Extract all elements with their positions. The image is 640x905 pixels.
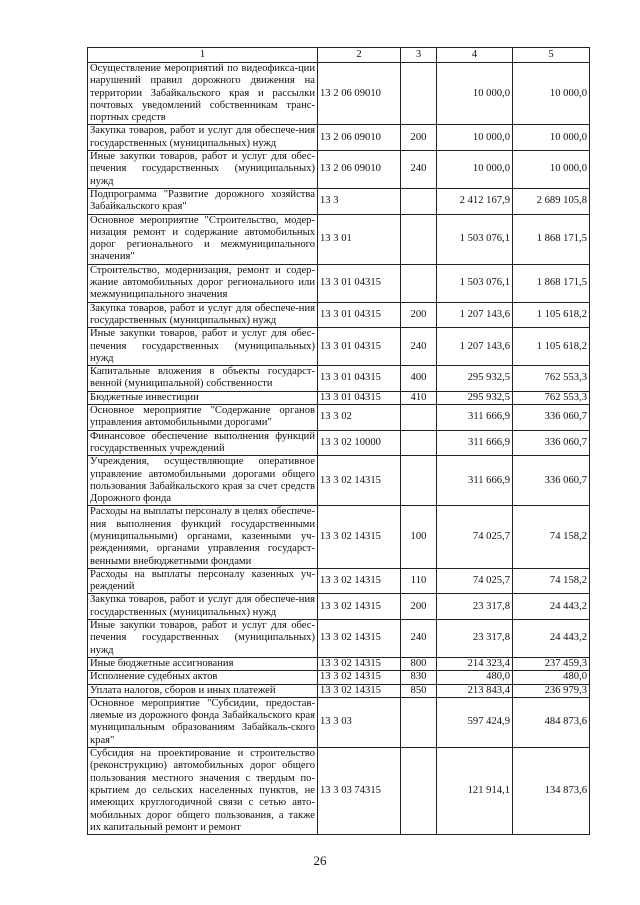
table-row: [88, 366, 590, 392]
row-code: 13 3 02 14315: [318, 456, 401, 506]
row-value-year1: 295 932,5: [437, 391, 513, 404]
row-type: 200: [401, 125, 437, 151]
row-value-year1: 1 207 143,6: [437, 302, 513, 328]
row-value-year1: 597 424,9: [437, 697, 513, 747]
row-type: 200: [401, 594, 437, 620]
table-row: [88, 568, 590, 594]
table-row: [88, 391, 590, 404]
row-name: Строительство, модернизация, ремонт и содер-жание автомобильных дорог регионального или межмуниципального значения: [88, 264, 318, 302]
row-value-year1: 1 207 143,6: [437, 328, 513, 366]
row-name: Субсидия на проектирование и строительство (реконструкцию) автомобильных дорог общего пользования местного значения с твердым по-крытием до сельских населенных пунктов, не имеющих круглогодичной связи с сетью авто-мобильных дорог общего пользования, а также их капитальный ремонт и ремонт: [88, 748, 318, 835]
row-value-year1: 10 000,0: [437, 63, 513, 125]
row-value-year2: 24 443,2: [513, 594, 590, 620]
row-code: 13 3: [318, 188, 401, 214]
row-name: Уплата налогов, сборов и иных платежей: [88, 684, 318, 697]
row-value-year2: 134 873,6: [513, 748, 590, 835]
row-name: Расходы на выплаты персоналу в целях обеспече-ния выполнения функций государственными (муниципальными) органами, казенными уч-реждениями, органами управления государст-венными внебюджетными фондами: [88, 506, 318, 568]
row-value-year1: 213 843,4: [437, 684, 513, 697]
row-type: [401, 405, 437, 431]
row-type: 200: [401, 302, 437, 328]
row-code: 13 3 02 14315: [318, 671, 401, 684]
row-type: [401, 697, 437, 747]
row-code: 13 3 01 04315: [318, 366, 401, 392]
row-value-year2: 336 060,7: [513, 456, 590, 506]
row-value-year2: 10 000,0: [513, 125, 590, 151]
row-type: 240: [401, 328, 437, 366]
row-name: Исполнение судебных актов: [88, 671, 318, 684]
table-row: [88, 657, 590, 670]
row-code: 13 3 01 04315: [318, 328, 401, 366]
row-code: 13 3 02 14315: [318, 594, 401, 620]
row-value-year1: 311 666,9: [437, 430, 513, 456]
row-code: 13 2 06 09010: [318, 125, 401, 151]
row-value-year1: 311 666,9: [437, 405, 513, 431]
row-type: 830: [401, 671, 437, 684]
row-name: Осуществление мероприятий по видеофикса-ции нарушений правил дорожного движения на территории Забайкальского края и рассылки почтовых уведомлений собственникам транс-портных средств: [88, 63, 318, 125]
page-number: 26: [313, 853, 327, 868]
row-code: 13 3 02 14315: [318, 620, 401, 658]
table-row: [88, 63, 590, 125]
row-code: 13 3 02 10000: [318, 430, 401, 456]
row-value-year1: 1 503 076,1: [437, 264, 513, 302]
row-code: 13 2 06 09010: [318, 63, 401, 125]
table-row: [88, 430, 590, 456]
row-code: 13 3 02 14315: [318, 568, 401, 594]
table-row: [88, 620, 590, 658]
row-value-year1: 2 412 167,9: [437, 188, 513, 214]
row-code: 13 3 03 74315: [318, 748, 401, 835]
table-row: [88, 506, 590, 568]
table-row: [88, 684, 590, 697]
table-row: [88, 697, 590, 747]
header-col-5: 5: [513, 48, 590, 63]
row-value-year1: 74 025,7: [437, 568, 513, 594]
row-name: Основное мероприятие "Субсидии, предостав-ляемые из дорожного фонда Забайкальского края муниципальным образованиям Забайкаль-ского края": [88, 697, 318, 747]
row-value-year2: 484 873,6: [513, 697, 590, 747]
table-header-row: [88, 48, 590, 63]
row-type: [401, 264, 437, 302]
row-name: Капитальные вложения в объекты государст-венной (муниципальной) собственности: [88, 366, 318, 392]
row-type: [401, 430, 437, 456]
row-type: [401, 456, 437, 506]
row-type: [401, 188, 437, 214]
row-value-year2: 1 868 171,5: [513, 214, 590, 264]
row-type: [401, 63, 437, 125]
row-name: Расходы на выплаты персоналу казенных уч-реждений: [88, 568, 318, 594]
row-value-year1: 74 025,7: [437, 506, 513, 568]
row-name: Закупка товаров, работ и услуг для обеспече-ния государственных (муниципальных) нужд: [88, 125, 318, 151]
row-value-year2: 1 105 618,2: [513, 302, 590, 328]
row-value-year1: 10 000,0: [437, 125, 513, 151]
row-type: 100: [401, 506, 437, 568]
row-name: Финансовое обеспечение выполнения функций государственных учреждений: [88, 430, 318, 456]
row-name: Иные бюджетные ассигнования: [88, 657, 318, 670]
row-type: [401, 748, 437, 835]
row-code: 13 3 02 14315: [318, 657, 401, 670]
row-type: 240: [401, 620, 437, 658]
row-code: 13 3 01 04315: [318, 264, 401, 302]
header-col-1: 1: [88, 48, 318, 63]
row-code: 13 3 02 14315: [318, 684, 401, 697]
row-value-year2: 237 459,3: [513, 657, 590, 670]
table-row: [88, 748, 590, 835]
row-value-year1: 10 000,0: [437, 151, 513, 189]
table-row: [88, 188, 590, 214]
row-name: Закупка товаров, работ и услуг для обеспече-ния государственных (муниципальных) нужд: [88, 302, 318, 328]
row-name: Иные закупки товаров, работ и услуг для обес-печения государственных (муниципальных) нужд: [88, 620, 318, 658]
row-value-year2: 10 000,0: [513, 63, 590, 125]
budget-table: [87, 47, 590, 835]
row-value-year1: 23 317,8: [437, 620, 513, 658]
row-code: 13 3 01: [318, 214, 401, 264]
row-value-year2: 1 105 618,2: [513, 328, 590, 366]
row-name: Основное мероприятие "Строительство, модер-низация ремонт и содержание автомобильных дорог регионального и межмуниципального значения": [88, 214, 318, 264]
table-row: [88, 405, 590, 431]
table-row: [88, 594, 590, 620]
row-value-year1: 295 932,5: [437, 366, 513, 392]
row-value-year2: 1 868 171,5: [513, 264, 590, 302]
row-value-year2: 24 443,2: [513, 620, 590, 658]
row-code: 13 2 06 09010: [318, 151, 401, 189]
row-type: 110: [401, 568, 437, 594]
row-value-year1: 121 914,1: [437, 748, 513, 835]
row-code: 13 3 02: [318, 405, 401, 431]
row-code: 13 3 01 04315: [318, 391, 401, 404]
row-value-year2: 336 060,7: [513, 430, 590, 456]
row-value-year2: 336 060,7: [513, 405, 590, 431]
header-col-3: 3: [401, 48, 437, 63]
row-name: Иные закупки товаров, работ и услуг для обес-печения государственных (муниципальных) нужд: [88, 328, 318, 366]
row-type: 240: [401, 151, 437, 189]
row-value-year2: 762 553,3: [513, 366, 590, 392]
table-row: [88, 671, 590, 684]
table-row: [88, 125, 590, 151]
row-value-year1: 1 503 076,1: [437, 214, 513, 264]
row-value-year2: 74 158,2: [513, 568, 590, 594]
table-row: [88, 264, 590, 302]
row-name: Закупка товаров, работ и услуг для обеспече-ния государственных (муниципальных) нужд: [88, 594, 318, 620]
row-value-year1: 480,0: [437, 671, 513, 684]
row-type: 400: [401, 366, 437, 392]
row-name: Учреждения, осуществляющие оперативное управление автомобильными дорогами общего пользования Забайкальского края за счет средств Дорожного фонда: [88, 456, 318, 506]
row-value-year1: 214 323,4: [437, 657, 513, 670]
row-type: 410: [401, 391, 437, 404]
row-name: Подпрограмма "Развитие дорожного хозяйства Забайкальского края": [88, 188, 318, 214]
row-code: 13 3 01 04315: [318, 302, 401, 328]
table-row: [88, 328, 590, 366]
row-value-year2: 10 000,0: [513, 151, 590, 189]
row-code: 13 3 03: [318, 697, 401, 747]
row-type: 850: [401, 684, 437, 697]
row-value-year2: 2 689 105,8: [513, 188, 590, 214]
row-value-year2: 74 158,2: [513, 506, 590, 568]
header-col-4: 4: [437, 48, 513, 63]
row-value-year2: 762 553,3: [513, 391, 590, 404]
header-col-2: 2: [318, 48, 401, 63]
table-row: [88, 214, 590, 264]
row-value-year1: 23 317,8: [437, 594, 513, 620]
table-row: [88, 302, 590, 328]
table-row: [88, 456, 590, 506]
table-row: [88, 151, 590, 189]
row-name: Основное мероприятие "Содержание органов управления автомобильными дорогами": [88, 405, 318, 431]
row-type: 800: [401, 657, 437, 670]
row-type: [401, 214, 437, 264]
row-name: Бюджетные инвестиции: [88, 391, 318, 404]
row-name: Иные закупки товаров, работ и услуг для обес-печения государственных (муниципальных) нужд: [88, 151, 318, 189]
row-code: 13 3 02 14315: [318, 506, 401, 568]
row-value-year2: 236 979,3: [513, 684, 590, 697]
row-value-year2: 480,0: [513, 671, 590, 684]
row-value-year1: 311 666,9: [437, 456, 513, 506]
